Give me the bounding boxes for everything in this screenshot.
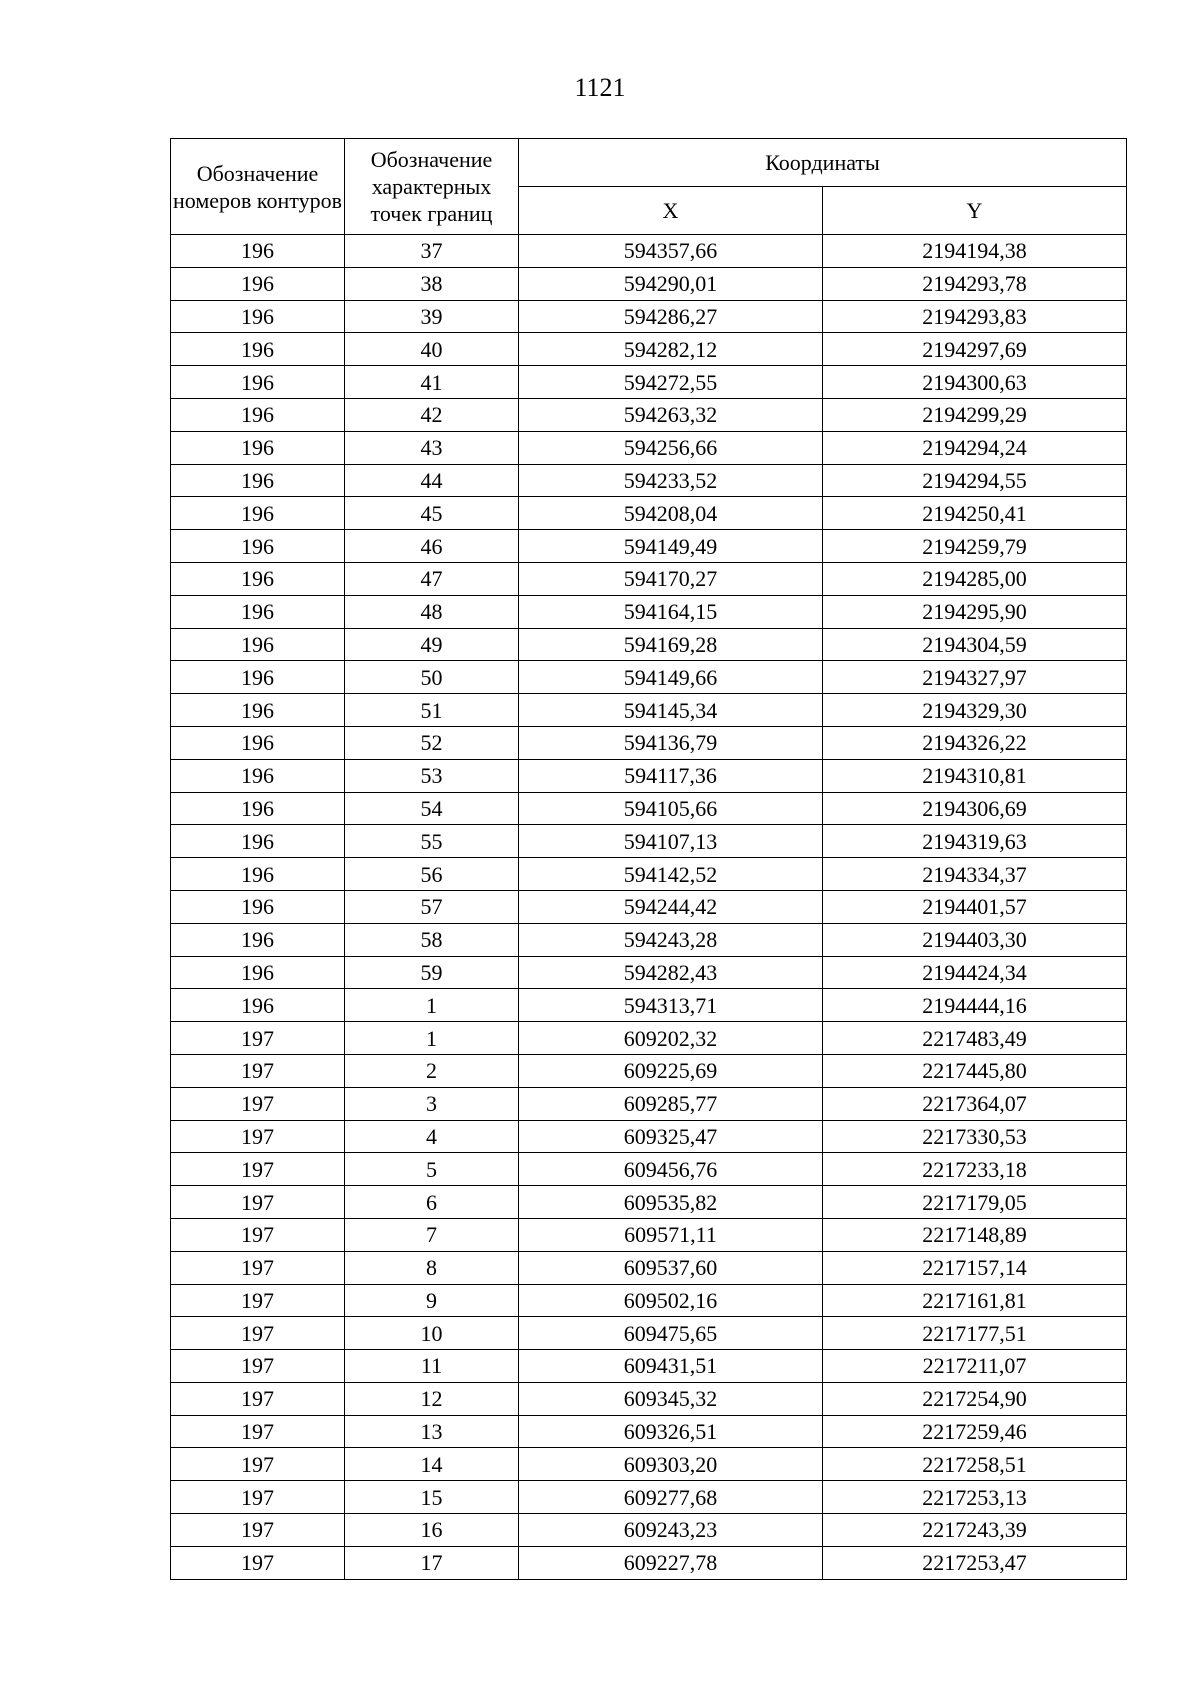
table-row (171, 661, 1127, 694)
cell-point: 53 (345, 759, 519, 792)
cell-x: 609243,23 (519, 1514, 823, 1547)
cell-x: 609431,51 (519, 1350, 823, 1383)
cell-point: 1 (345, 989, 519, 1022)
cell-y: 2217483,49 (823, 1022, 1127, 1055)
cell-contour: 197 (171, 1054, 345, 1087)
cell-y: 2194294,55 (823, 464, 1127, 497)
cell-y: 2194326,22 (823, 726, 1127, 759)
cell-x: 594142,52 (519, 858, 823, 891)
cell-contour: 197 (171, 1546, 345, 1579)
cell-x: 594286,27 (519, 300, 823, 333)
cell-x: 609225,69 (519, 1054, 823, 1087)
cell-point: 47 (345, 562, 519, 595)
table-row (171, 1317, 1127, 1350)
table-row (171, 1054, 1127, 1087)
cell-y: 2194293,83 (823, 300, 1127, 333)
cell-y: 2217259,46 (823, 1415, 1127, 1448)
cell-contour: 196 (171, 759, 345, 792)
cell-y: 2194319,63 (823, 825, 1127, 858)
cell-point: 49 (345, 628, 519, 661)
table-row (171, 235, 1127, 268)
cell-y: 2194300,63 (823, 366, 1127, 399)
cell-point: 6 (345, 1186, 519, 1219)
cell-y: 2194444,16 (823, 989, 1127, 1022)
cell-y: 2194295,90 (823, 595, 1127, 628)
cell-x: 609475,65 (519, 1317, 823, 1350)
table-row (171, 989, 1127, 1022)
cell-x: 594149,49 (519, 530, 823, 563)
cell-contour: 196 (171, 464, 345, 497)
table-row (171, 694, 1127, 727)
cell-x: 594107,13 (519, 825, 823, 858)
cell-point: 58 (345, 923, 519, 956)
cell-point: 37 (345, 235, 519, 268)
cell-contour: 197 (171, 1087, 345, 1120)
cell-x: 594170,27 (519, 562, 823, 595)
cell-point: 9 (345, 1284, 519, 1317)
cell-point: 46 (345, 530, 519, 563)
cell-point: 42 (345, 398, 519, 431)
cell-x: 594164,15 (519, 595, 823, 628)
table-row (171, 628, 1127, 661)
header-boundary-points: Обозначение характерных точек границ (345, 139, 519, 235)
cell-contour: 197 (171, 1317, 345, 1350)
cell-y: 2194327,97 (823, 661, 1127, 694)
cell-x: 609537,60 (519, 1251, 823, 1284)
cell-contour: 197 (171, 1481, 345, 1514)
table-row (171, 726, 1127, 759)
cell-point: 40 (345, 333, 519, 366)
table-row (171, 825, 1127, 858)
cell-contour: 196 (171, 300, 345, 333)
cell-contour: 196 (171, 431, 345, 464)
cell-point: 13 (345, 1415, 519, 1448)
table-row (171, 1186, 1127, 1219)
cell-x: 594244,42 (519, 890, 823, 923)
cell-point: 45 (345, 497, 519, 530)
cell-y: 2217445,80 (823, 1054, 1127, 1087)
cell-y: 2217179,05 (823, 1186, 1127, 1219)
cell-x: 594256,66 (519, 431, 823, 464)
table-row (171, 398, 1127, 431)
cell-x: 594169,28 (519, 628, 823, 661)
cell-y: 2194401,57 (823, 890, 1127, 923)
cell-point: 15 (345, 1481, 519, 1514)
cell-y: 2217148,89 (823, 1218, 1127, 1251)
table-body (171, 235, 1127, 1580)
header-y: Y (823, 187, 1127, 235)
cell-point: 50 (345, 661, 519, 694)
cell-contour: 196 (171, 333, 345, 366)
cell-y: 2194259,79 (823, 530, 1127, 563)
table-row (171, 366, 1127, 399)
table-row (171, 497, 1127, 530)
cell-contour: 197 (171, 1153, 345, 1186)
cell-point: 7 (345, 1218, 519, 1251)
cell-x: 609325,47 (519, 1120, 823, 1153)
cell-point: 4 (345, 1120, 519, 1153)
table-row (171, 1481, 1127, 1514)
cell-x: 594272,55 (519, 366, 823, 399)
cell-point: 8 (345, 1251, 519, 1284)
cell-y: 2217254,90 (823, 1382, 1127, 1415)
cell-contour: 196 (171, 923, 345, 956)
cell-point: 43 (345, 431, 519, 464)
table-row (171, 1087, 1127, 1120)
cell-y: 2217330,53 (823, 1120, 1127, 1153)
cell-x: 609227,78 (519, 1546, 823, 1579)
cell-x: 609456,76 (519, 1153, 823, 1186)
table-row (171, 858, 1127, 891)
cell-x: 594145,34 (519, 694, 823, 727)
cell-x: 609303,20 (519, 1448, 823, 1481)
cell-contour: 196 (171, 956, 345, 989)
cell-y: 2217253,13 (823, 1481, 1127, 1514)
cell-y: 2194306,69 (823, 792, 1127, 825)
table-row (171, 1415, 1127, 1448)
cell-contour: 196 (171, 366, 345, 399)
cell-point: 51 (345, 694, 519, 727)
cell-y: 2217233,18 (823, 1153, 1127, 1186)
coordinates-table (170, 138, 1127, 1580)
cell-contour: 197 (171, 1120, 345, 1153)
table-row (171, 333, 1127, 366)
cell-y: 2217211,07 (823, 1350, 1127, 1383)
cell-point: 14 (345, 1448, 519, 1481)
cell-contour: 196 (171, 661, 345, 694)
cell-point: 44 (345, 464, 519, 497)
cell-contour: 197 (171, 1186, 345, 1219)
cell-x: 594313,71 (519, 989, 823, 1022)
header-coordinates: Координаты (519, 139, 1127, 187)
table-row (171, 562, 1127, 595)
cell-contour: 197 (171, 1251, 345, 1284)
table-row (171, 1350, 1127, 1383)
cell-y: 2217177,51 (823, 1317, 1127, 1350)
cell-contour: 196 (171, 267, 345, 300)
cell-y: 2217364,07 (823, 1087, 1127, 1120)
cell-y: 2217243,39 (823, 1514, 1127, 1547)
cell-contour: 197 (171, 1218, 345, 1251)
cell-contour: 197 (171, 1415, 345, 1448)
page-number: 1121 (574, 73, 626, 102)
cell-point: 10 (345, 1317, 519, 1350)
cell-point: 11 (345, 1350, 519, 1383)
cell-x: 609502,16 (519, 1284, 823, 1317)
cell-y: 2194194,38 (823, 235, 1127, 268)
cell-contour: 196 (171, 530, 345, 563)
cell-x: 594282,12 (519, 333, 823, 366)
cell-contour: 196 (171, 792, 345, 825)
table-row (171, 1251, 1127, 1284)
table-row (171, 464, 1127, 497)
cell-point: 54 (345, 792, 519, 825)
cell-point: 56 (345, 858, 519, 891)
cell-y: 2194403,30 (823, 923, 1127, 956)
cell-y: 2194329,30 (823, 694, 1127, 727)
cell-contour: 196 (171, 726, 345, 759)
cell-contour: 196 (171, 562, 345, 595)
cell-point: 57 (345, 890, 519, 923)
cell-x: 594290,01 (519, 267, 823, 300)
table-row (171, 792, 1127, 825)
cell-y: 2194285,00 (823, 562, 1127, 595)
table-row (171, 1153, 1127, 1186)
table-header (171, 139, 1127, 235)
cell-x: 594357,66 (519, 235, 823, 268)
cell-contour: 196 (171, 890, 345, 923)
cell-x: 609285,77 (519, 1087, 823, 1120)
cell-x: 594282,43 (519, 956, 823, 989)
cell-point: 38 (345, 267, 519, 300)
cell-point: 2 (345, 1054, 519, 1087)
cell-contour: 196 (171, 858, 345, 891)
header-x: X (519, 187, 823, 235)
table-row (171, 1514, 1127, 1547)
cell-x: 609571,11 (519, 1218, 823, 1251)
cell-contour: 197 (171, 1284, 345, 1317)
table-row (171, 923, 1127, 956)
cell-contour: 197 (171, 1022, 345, 1055)
cell-y: 2194424,34 (823, 956, 1127, 989)
cell-point: 17 (345, 1546, 519, 1579)
cell-y: 2194299,29 (823, 398, 1127, 431)
cell-x: 609277,68 (519, 1481, 823, 1514)
cell-x: 594136,79 (519, 726, 823, 759)
cell-point: 59 (345, 956, 519, 989)
cell-y: 2217157,14 (823, 1251, 1127, 1284)
cell-point: 48 (345, 595, 519, 628)
table-row (171, 530, 1127, 563)
cell-point: 55 (345, 825, 519, 858)
cell-point: 39 (345, 300, 519, 333)
cell-point: 52 (345, 726, 519, 759)
cell-x: 594243,28 (519, 923, 823, 956)
cell-point: 16 (345, 1514, 519, 1547)
cell-contour: 197 (171, 1514, 345, 1547)
table-row (171, 1218, 1127, 1251)
table-row (171, 956, 1127, 989)
cell-contour: 196 (171, 595, 345, 628)
cell-y: 2194334,37 (823, 858, 1127, 891)
table-row (171, 1546, 1127, 1579)
header-contour-numbers: Обозначение номеров контуров (171, 139, 345, 235)
cell-x: 609202,32 (519, 1022, 823, 1055)
cell-contour: 196 (171, 989, 345, 1022)
cell-point: 3 (345, 1087, 519, 1120)
cell-contour: 196 (171, 825, 345, 858)
cell-point: 41 (345, 366, 519, 399)
table-row (171, 1382, 1127, 1415)
cell-contour: 197 (171, 1448, 345, 1481)
table-row (171, 1120, 1127, 1153)
cell-y: 2217161,81 (823, 1284, 1127, 1317)
cell-contour: 196 (171, 398, 345, 431)
cell-x: 594233,52 (519, 464, 823, 497)
cell-contour: 196 (171, 628, 345, 661)
table-row (171, 1022, 1127, 1055)
cell-contour: 196 (171, 694, 345, 727)
table-row (171, 300, 1127, 333)
cell-x: 594208,04 (519, 497, 823, 530)
cell-x: 594149,66 (519, 661, 823, 694)
cell-x: 594263,32 (519, 398, 823, 431)
table-row (171, 595, 1127, 628)
cell-y: 2217258,51 (823, 1448, 1127, 1481)
cell-x: 609326,51 (519, 1415, 823, 1448)
cell-x: 594117,36 (519, 759, 823, 792)
cell-point: 1 (345, 1022, 519, 1055)
cell-contour: 196 (171, 497, 345, 530)
cell-y: 2194304,59 (823, 628, 1127, 661)
cell-point: 5 (345, 1153, 519, 1186)
cell-x: 609345,32 (519, 1382, 823, 1415)
cell-point: 12 (345, 1382, 519, 1415)
table-row (171, 267, 1127, 300)
cell-x: 594105,66 (519, 792, 823, 825)
cell-y: 2194294,24 (823, 431, 1127, 464)
cell-contour: 197 (171, 1382, 345, 1415)
table-row (171, 759, 1127, 792)
cell-contour: 196 (171, 235, 345, 268)
cell-y: 2194297,69 (823, 333, 1127, 366)
table-row (171, 1284, 1127, 1317)
cell-y: 2194293,78 (823, 267, 1127, 300)
cell-x: 609535,82 (519, 1186, 823, 1219)
table-row (171, 1448, 1127, 1481)
cell-y: 2194310,81 (823, 759, 1127, 792)
table-row (171, 431, 1127, 464)
cell-y: 2217253,47 (823, 1546, 1127, 1579)
table-row (171, 890, 1127, 923)
cell-y: 2194250,41 (823, 497, 1127, 530)
cell-contour: 197 (171, 1350, 345, 1383)
